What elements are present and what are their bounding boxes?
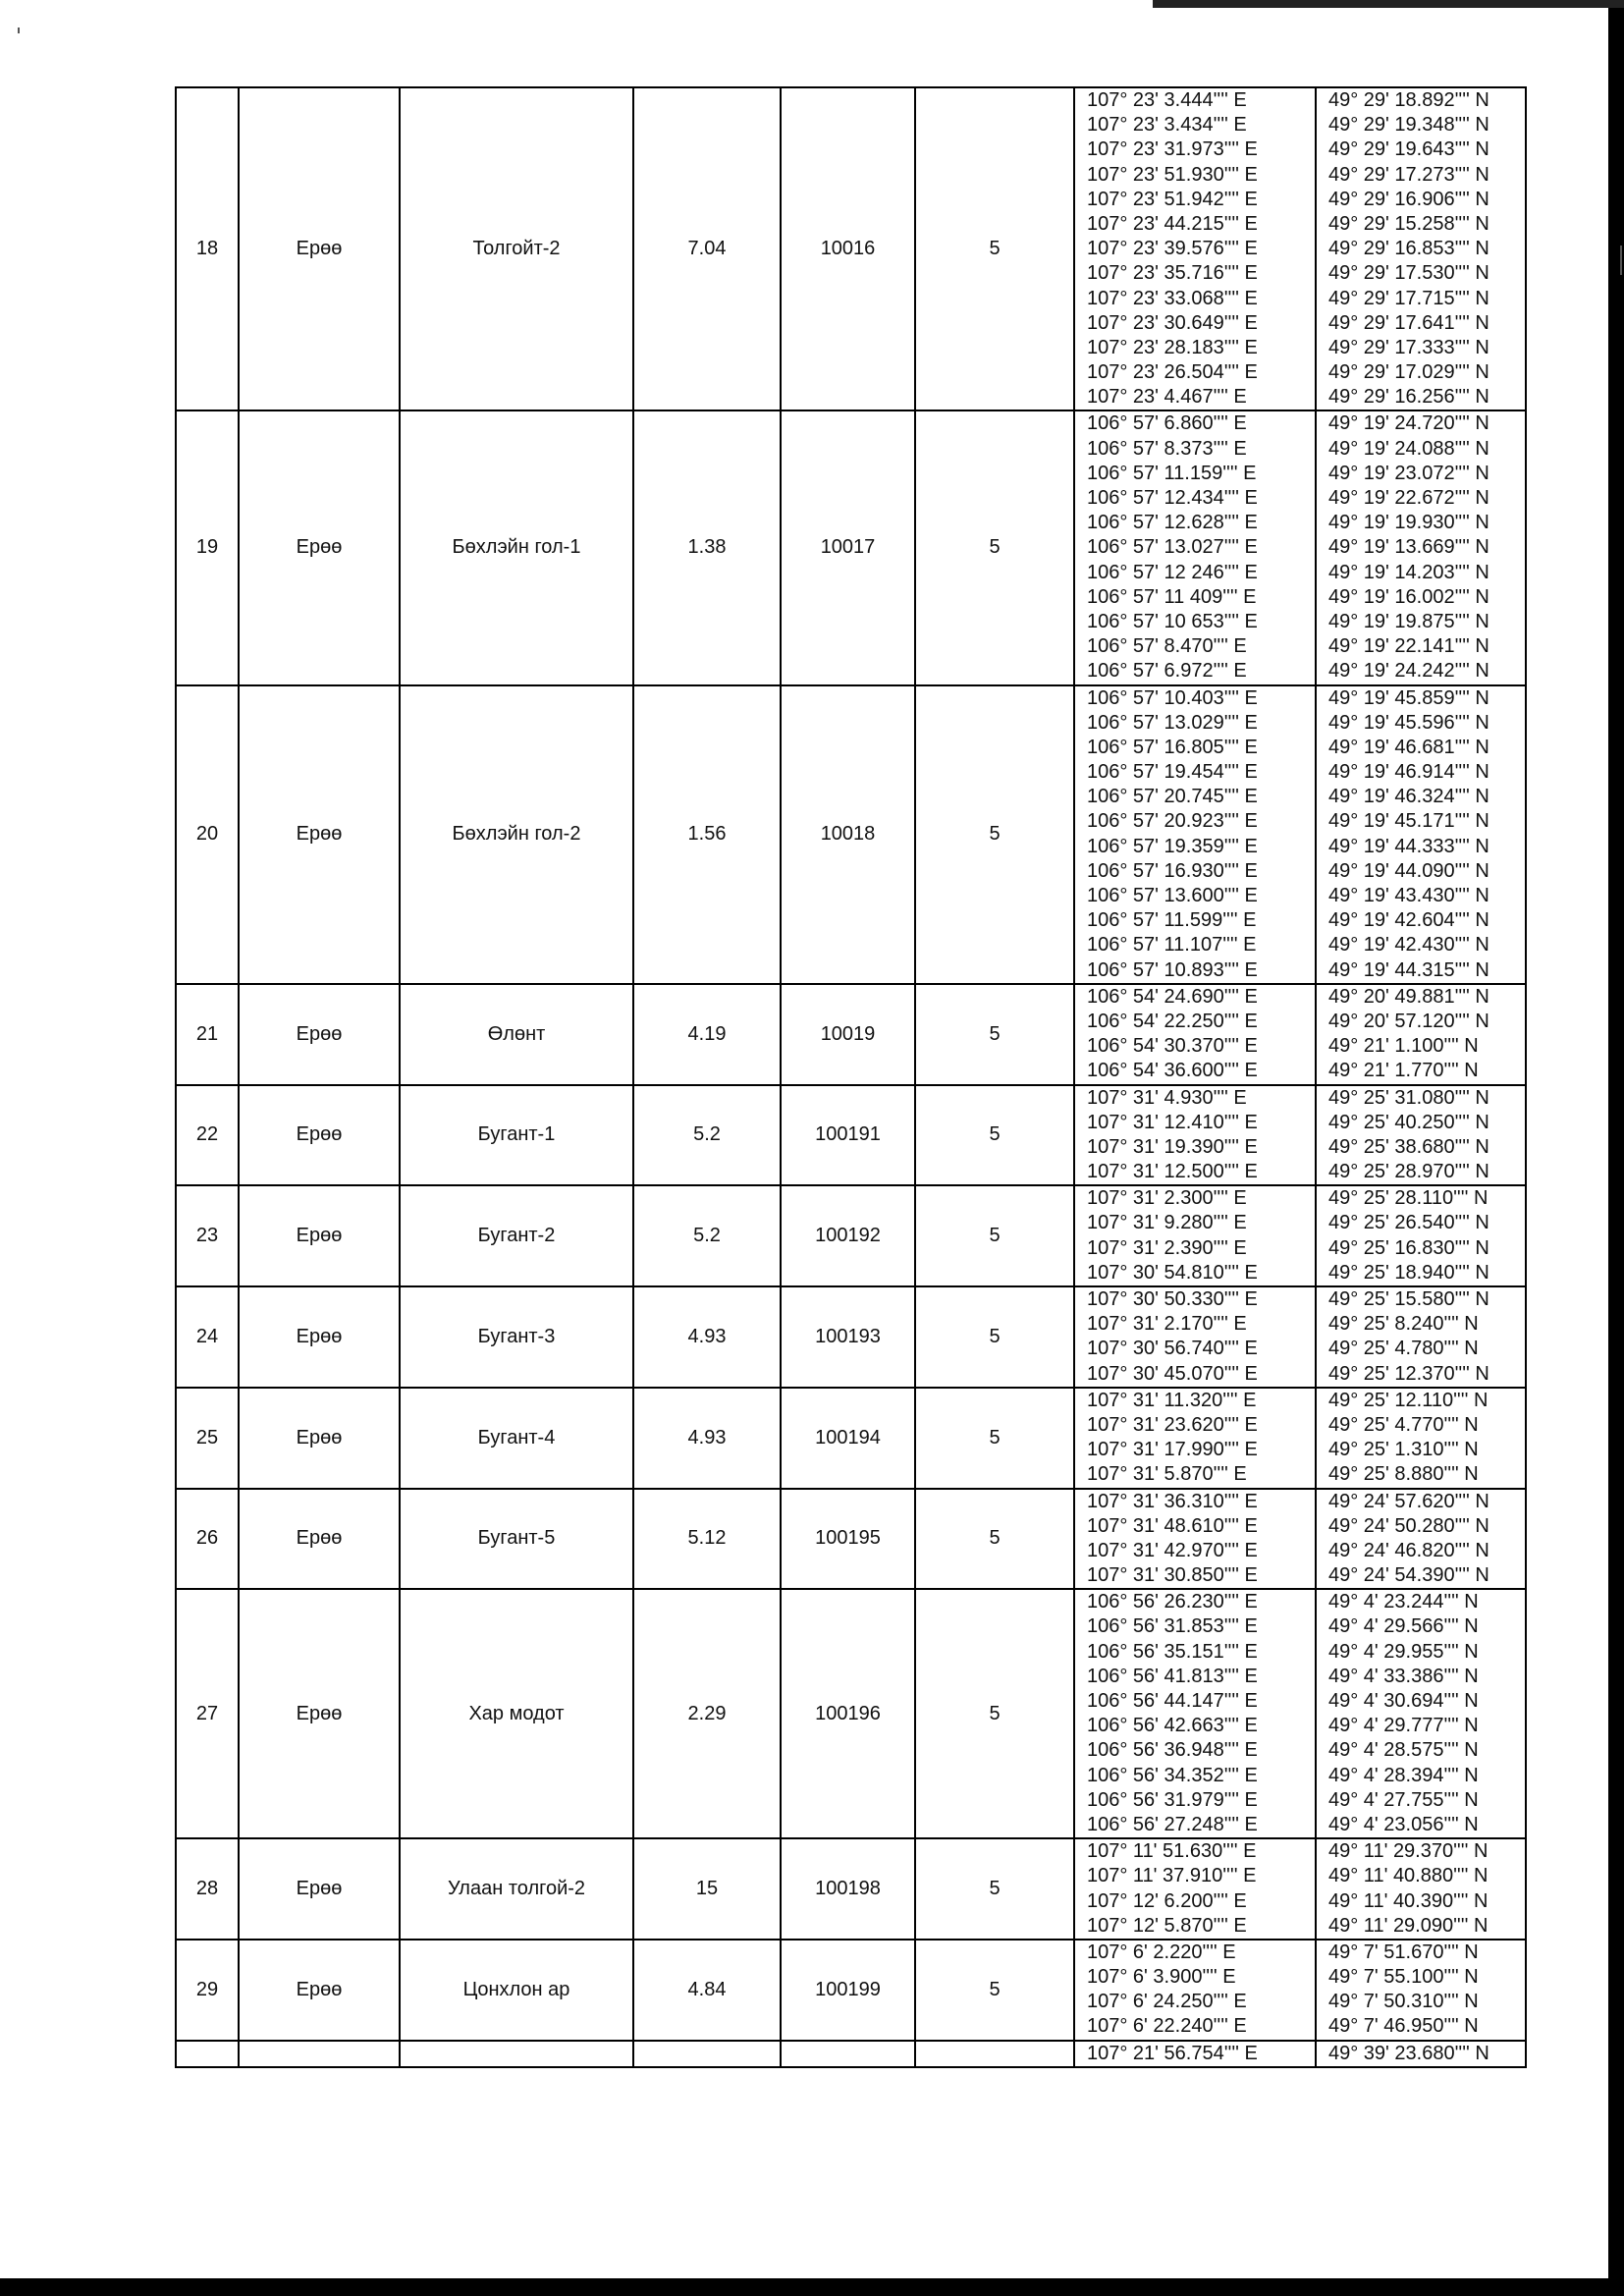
latitude-cell xyxy=(1316,1085,1526,1186)
latitude-cell xyxy=(1316,685,1526,984)
longitude-cell xyxy=(1074,984,1316,1085)
area-value-cell: 4.19 xyxy=(633,984,781,1085)
site-name-cell xyxy=(400,2041,633,2067)
latitude-value: 49° 20' 57.120'''' N xyxy=(1328,1010,1489,1032)
longitude-value: 106° 56' 26.230'''' E xyxy=(1087,1591,1258,1613)
longitude-value: 106° 57' 11 409'''' E xyxy=(1087,585,1257,608)
scan-edge-bottom xyxy=(0,2278,1624,2296)
longitude-cell xyxy=(1074,1286,1316,1388)
row-number-cell: 19 xyxy=(176,410,239,684)
scan-edge-top xyxy=(1153,0,1624,8)
area-value-cell: 15 xyxy=(633,1838,781,1940)
latitude-value: 49° 29' 17.641'''' N xyxy=(1328,311,1489,334)
longitude-value: 107° 11' 37.910'''' E xyxy=(1087,1865,1257,1887)
site-code-cell: 100194 xyxy=(781,1388,915,1489)
table-row xyxy=(176,1286,1526,1388)
row-number-cell: 23 xyxy=(176,1185,239,1286)
site-name-cell: Бөхлэйн гол-2 xyxy=(400,685,633,984)
row-number-cell: 21 xyxy=(176,984,239,1085)
latitude-value: 49° 24' 54.390'''' N xyxy=(1328,1564,1489,1587)
land-type-cell: Ерөө xyxy=(239,1286,400,1388)
longitude-value: 107° 23' 31.973'''' E xyxy=(1087,138,1258,161)
longitude-cell xyxy=(1074,685,1316,984)
class-value-cell: 5 xyxy=(915,984,1074,1085)
latitude-value: 49° 25' 40.250'''' N xyxy=(1328,1111,1489,1133)
longitude-value: 107° 31' 19.390'''' E xyxy=(1087,1135,1258,1158)
latitude-value: 49° 4' 29.566'''' N xyxy=(1328,1615,1479,1638)
latitude-value: 49° 4' 23.056'''' N xyxy=(1328,1813,1479,1835)
scan-speck xyxy=(18,27,20,33)
longitude-value: 106° 57' 11.599'''' E xyxy=(1087,909,1257,932)
site-code-cell: 100191 xyxy=(781,1085,915,1186)
class-value-cell: 5 xyxy=(915,1489,1074,1590)
class-value-cell: 5 xyxy=(915,685,1074,984)
table-row xyxy=(176,1589,1526,1838)
longitude-value: 107° 30' 45.070'''' E xyxy=(1087,1362,1258,1385)
longitude-value: 107° 6' 3.900'''' E xyxy=(1087,1966,1236,1989)
class-value-cell: 5 xyxy=(915,1388,1074,1489)
longitude-value: 107° 23' 3.444'''' E xyxy=(1087,89,1247,111)
area-value-cell: 7.04 xyxy=(633,87,781,410)
table-row xyxy=(176,984,1526,1085)
latitude-value: 49° 11' 29.370'''' N xyxy=(1328,1840,1489,1863)
longitude-value: 106° 57' 13.029'''' E xyxy=(1087,711,1258,734)
site-name-cell: Улаан толгой-2 xyxy=(400,1838,633,1940)
site-code-cell: 100196 xyxy=(781,1589,915,1838)
longitude-value: 107° 31' 48.610'''' E xyxy=(1087,1514,1258,1537)
longitude-value: 106° 57' 6.860'''' E xyxy=(1087,412,1247,435)
area-value-cell: 4.84 xyxy=(633,1940,781,2041)
latitude-value: 49° 25' 26.540'''' N xyxy=(1328,1212,1489,1234)
latitude-value: 49° 19' 23.072'''' N xyxy=(1328,462,1489,484)
longitude-cell xyxy=(1074,2041,1316,2067)
land-type-cell: Ерөө xyxy=(239,410,400,684)
latitude-value: 49° 29' 16.256'''' N xyxy=(1328,386,1489,409)
class-value-cell: 5 xyxy=(915,1838,1074,1940)
row-number-cell: 26 xyxy=(176,1489,239,1590)
table-row xyxy=(176,685,1526,984)
latitude-value: 49° 19' 46.324'''' N xyxy=(1328,786,1489,808)
longitude-value: 106° 57' 8.373'''' E xyxy=(1087,437,1247,460)
longitude-value: 106° 57' 19.359'''' E xyxy=(1087,835,1258,857)
row-number-cell: 20 xyxy=(176,685,239,984)
latitude-value: 49° 19' 46.681'''' N xyxy=(1328,736,1489,758)
latitude-value: 49° 21' 1.100'''' N xyxy=(1328,1035,1479,1058)
scan-speck xyxy=(1620,246,1622,275)
longitude-value: 107° 23' 3.434'''' E xyxy=(1087,114,1247,137)
latitude-value: 49° 11' 40.390'''' N xyxy=(1328,1889,1489,1912)
longitude-value: 106° 57' 16.805'''' E xyxy=(1087,736,1258,758)
longitude-value: 107° 6' 2.220'''' E xyxy=(1087,1941,1236,1963)
latitude-value: 49° 19' 13.669'''' N xyxy=(1328,536,1489,559)
longitude-value: 107° 31' 23.620'''' E xyxy=(1087,1413,1258,1436)
longitude-value: 106° 56' 41.813'''' E xyxy=(1087,1665,1258,1687)
longitude-value: 106° 57' 8.470'''' E xyxy=(1087,635,1247,658)
site-name-cell: Бугант-4 xyxy=(400,1388,633,1489)
site-code-cell xyxy=(781,2041,915,2067)
latitude-value: 49° 19' 22.672'''' N xyxy=(1328,487,1489,509)
scan-edge-right xyxy=(1608,0,1624,2296)
latitude-cell xyxy=(1316,1589,1526,1838)
table-row xyxy=(176,1940,1526,2041)
latitude-value: 49° 25' 15.580'''' N xyxy=(1328,1288,1489,1310)
latitude-value: 49° 25' 12.370'''' N xyxy=(1328,1362,1489,1385)
longitude-value: 107° 6' 24.250'''' E xyxy=(1087,1991,1247,2013)
site-code-cell: 100198 xyxy=(781,1838,915,1940)
longitude-value: 106° 56' 27.248'''' E xyxy=(1087,1813,1258,1835)
coordinates-table xyxy=(175,86,1527,2068)
latitude-cell xyxy=(1316,410,1526,684)
latitude-value: 49° 19' 19.875'''' N xyxy=(1328,610,1489,632)
longitude-value: 106° 57' 10.403'''' E xyxy=(1087,686,1258,709)
longitude-value: 107° 23' 44.215'''' E xyxy=(1087,212,1258,235)
table-body xyxy=(176,87,1526,2067)
land-type-cell: Ерөө xyxy=(239,1940,400,2041)
longitude-value: 106° 57' 20.923'''' E xyxy=(1087,810,1258,833)
site-code-cell: 10017 xyxy=(781,410,915,684)
latitude-value: 49° 25' 18.940'''' N xyxy=(1328,1261,1489,1284)
site-name-cell: Бугант-2 xyxy=(400,1185,633,1286)
class-value-cell: 5 xyxy=(915,410,1074,684)
longitude-cell xyxy=(1074,1589,1316,1838)
longitude-value: 107° 31' 42.970'''' E xyxy=(1087,1539,1258,1561)
latitude-value: 49° 19' 44.090'''' N xyxy=(1328,859,1489,882)
latitude-value: 49° 29' 18.892'''' N xyxy=(1328,89,1489,111)
site-code-cell: 10016 xyxy=(781,87,915,410)
latitude-value: 49° 29' 19.348'''' N xyxy=(1328,114,1489,137)
land-type-cell: Ерөө xyxy=(239,984,400,1085)
class-value-cell xyxy=(915,2041,1074,2067)
longitude-value: 107° 21' 56.754'''' E xyxy=(1087,2042,1258,2064)
longitude-value: 107° 23' 51.942'''' E xyxy=(1087,188,1258,210)
table-row xyxy=(176,1185,1526,1286)
area-value-cell: 4.93 xyxy=(633,1286,781,1388)
site-name-cell: Бугант-5 xyxy=(400,1489,633,1590)
longitude-value: 107° 23' 51.930'''' E xyxy=(1087,163,1258,186)
latitude-value: 49° 24' 50.280'''' N xyxy=(1328,1514,1489,1537)
latitude-value: 49° 25' 1.310'''' N xyxy=(1328,1439,1479,1461)
latitude-value: 49° 25' 16.830'''' N xyxy=(1328,1236,1489,1259)
longitude-value: 106° 56' 31.979'''' E xyxy=(1087,1788,1258,1811)
site-name-cell: Бөхлэйн гол-1 xyxy=(400,410,633,684)
longitude-value: 106° 56' 35.151'''' E xyxy=(1087,1640,1258,1663)
latitude-value: 49° 25' 38.680'''' N xyxy=(1328,1135,1489,1158)
row-number-cell: 27 xyxy=(176,1589,239,1838)
land-type-cell: Ерөө xyxy=(239,685,400,984)
longitude-value: 107° 31' 2.390'''' E xyxy=(1087,1236,1247,1259)
area-value-cell xyxy=(633,2041,781,2067)
longitude-value: 107° 23' 30.649'''' E xyxy=(1087,311,1258,334)
latitude-value: 49° 19' 24.088'''' N xyxy=(1328,437,1489,460)
longitude-value: 107° 31' 30.850'''' E xyxy=(1087,1564,1258,1587)
longitude-value: 106° 57' 13.600'''' E xyxy=(1087,885,1258,906)
latitude-value: 49° 29' 17.029'''' N xyxy=(1328,361,1489,384)
latitude-value: 49° 11' 40.880'''' N xyxy=(1328,1865,1489,1887)
longitude-value: 107° 30' 56.740'''' E xyxy=(1087,1338,1258,1360)
site-code-cell: 100192 xyxy=(781,1185,915,1286)
latitude-value: 49° 19' 42.604'''' N xyxy=(1328,909,1489,932)
site-code-cell: 10018 xyxy=(781,685,915,984)
area-value-cell: 1.56 xyxy=(633,685,781,984)
site-code-cell: 100195 xyxy=(781,1489,915,1590)
longitude-value: 106° 54' 24.690'''' E xyxy=(1087,985,1258,1008)
longitude-value: 107° 11' 51.630'''' E xyxy=(1087,1840,1257,1863)
longitude-value: 107° 31' 12.410'''' E xyxy=(1087,1111,1258,1133)
longitude-value: 107° 23' 33.068'''' E xyxy=(1087,287,1258,309)
latitude-value: 49° 7' 51.670'''' N xyxy=(1328,1941,1479,1963)
latitude-value: 49° 25' 4.770'''' N xyxy=(1328,1413,1479,1436)
site-name-cell: Хар модот xyxy=(400,1589,633,1838)
longitude-value: 106° 57' 12.434'''' E xyxy=(1087,487,1258,509)
latitude-value: 49° 19' 24.242'''' N xyxy=(1328,660,1489,683)
longitude-value: 107° 31' 11.320'''' E xyxy=(1087,1389,1257,1411)
table-row xyxy=(176,2041,1526,2067)
longitude-cell xyxy=(1074,1085,1316,1186)
latitude-value: 49° 25' 8.880'''' N xyxy=(1328,1463,1479,1486)
longitude-value: 107° 31' 17.990'''' E xyxy=(1087,1439,1258,1461)
row-number-cell: 24 xyxy=(176,1286,239,1388)
land-type-cell: Ерөө xyxy=(239,1085,400,1186)
class-value-cell: 5 xyxy=(915,87,1074,410)
latitude-value: 49° 19' 44.315'''' N xyxy=(1328,958,1489,981)
longitude-cell xyxy=(1074,1838,1316,1940)
table-row xyxy=(176,87,1526,410)
longitude-value: 107° 31' 2.170'''' E xyxy=(1087,1313,1247,1336)
latitude-value: 49° 29' 17.530'''' N xyxy=(1328,262,1489,285)
row-number-cell: 25 xyxy=(176,1388,239,1489)
area-value-cell: 1.38 xyxy=(633,410,781,684)
land-type-cell: Ерөө xyxy=(239,1388,400,1489)
land-type-cell: Ерөө xyxy=(239,1489,400,1590)
latitude-value: 49° 29' 17.715'''' N xyxy=(1328,287,1489,309)
latitude-value: 49° 25' 12.110'''' N xyxy=(1328,1389,1489,1411)
latitude-value: 49° 25' 28.110'''' N xyxy=(1328,1187,1489,1210)
longitude-value: 106° 57' 16.930'''' E xyxy=(1087,859,1258,882)
latitude-value: 49° 39' 23.680'''' N xyxy=(1328,2042,1489,2064)
longitude-value: 107° 23' 4.467'''' E xyxy=(1087,386,1247,409)
longitude-value: 106° 57' 20.745'''' E xyxy=(1087,786,1258,808)
longitude-value: 106° 56' 31.853'''' E xyxy=(1087,1615,1258,1638)
latitude-cell xyxy=(1316,2041,1526,2067)
class-value-cell: 5 xyxy=(915,1185,1074,1286)
longitude-value: 107° 6' 22.240'''' E xyxy=(1087,2015,1247,2038)
latitude-value: 49° 19' 44.333'''' N xyxy=(1328,835,1489,857)
latitude-value: 49° 19' 22.141'''' N xyxy=(1328,635,1489,658)
latitude-value: 49° 19' 14.203'''' N xyxy=(1328,561,1489,583)
latitude-value: 49° 19' 16.002'''' N xyxy=(1328,585,1489,608)
longitude-value: 106° 54' 30.370'''' E xyxy=(1087,1035,1258,1058)
longitude-value: 106° 57' 10.893'''' E xyxy=(1087,958,1258,981)
land-type-cell: Ерөө xyxy=(239,1838,400,1940)
latitude-cell xyxy=(1316,1185,1526,1286)
longitude-value: 106° 56' 42.663'''' E xyxy=(1087,1715,1258,1737)
latitude-value: 49° 4' 29.777'''' N xyxy=(1328,1715,1479,1737)
longitude-value: 107° 12' 6.200'''' E xyxy=(1087,1889,1247,1912)
latitude-value: 49° 29' 17.273'''' N xyxy=(1328,163,1489,186)
longitude-value: 106° 57' 11.159'''' E xyxy=(1087,462,1257,484)
longitude-value: 107° 31' 2.300'''' E xyxy=(1087,1187,1247,1210)
longitude-value: 106° 57' 13.027'''' E xyxy=(1087,536,1258,559)
longitude-value: 106° 57' 6.972'''' E xyxy=(1087,660,1247,683)
longitude-value: 106° 56' 34.352'''' E xyxy=(1087,1764,1258,1786)
latitude-value: 49° 24' 46.820'''' N xyxy=(1328,1539,1489,1561)
row-number-cell: 18 xyxy=(176,87,239,410)
table-row xyxy=(176,1085,1526,1186)
latitude-value: 49° 25' 31.080'''' N xyxy=(1328,1086,1489,1109)
latitude-value: 49° 11' 29.090'''' N xyxy=(1328,1914,1489,1937)
class-value-cell: 5 xyxy=(915,1085,1074,1186)
latitude-value: 49° 4' 28.394'''' N xyxy=(1328,1764,1479,1786)
site-code-cell: 100199 xyxy=(781,1940,915,2041)
latitude-cell xyxy=(1316,1940,1526,2041)
land-type-cell: Ерөө xyxy=(239,1185,400,1286)
site-name-cell: Өлөнт xyxy=(400,984,633,1085)
longitude-value: 106° 54' 36.600'''' E xyxy=(1087,1060,1258,1082)
site-name-cell: Бугант-1 xyxy=(400,1085,633,1186)
longitude-cell xyxy=(1074,1388,1316,1489)
table-row xyxy=(176,1388,1526,1489)
latitude-value: 49° 29' 15.258'''' N xyxy=(1328,212,1489,235)
latitude-value: 49° 19' 46.914'''' N xyxy=(1328,761,1489,784)
latitude-value: 49° 29' 19.643'''' N xyxy=(1328,138,1489,161)
area-value-cell: 4.93 xyxy=(633,1388,781,1489)
class-value-cell: 5 xyxy=(915,1286,1074,1388)
longitude-value: 107° 23' 26.504'''' E xyxy=(1087,361,1258,384)
latitude-value: 49° 19' 42.430'''' N xyxy=(1328,934,1489,957)
latitude-value: 49° 25' 8.240'''' N xyxy=(1328,1313,1479,1336)
site-code-cell: 100193 xyxy=(781,1286,915,1388)
latitude-value: 49° 19' 45.859'''' N xyxy=(1328,686,1489,709)
latitude-value: 49° 29' 17.333'''' N xyxy=(1328,336,1489,358)
latitude-value: 49° 19' 43.430'''' N xyxy=(1328,885,1489,906)
longitude-cell xyxy=(1074,87,1316,410)
site-name-cell: Бугант-3 xyxy=(400,1286,633,1388)
longitude-value: 107° 31' 9.280'''' E xyxy=(1087,1212,1247,1234)
longitude-cell xyxy=(1074,410,1316,684)
longitude-value: 106° 57' 11.107'''' E xyxy=(1087,934,1257,957)
land-type-cell xyxy=(239,2041,400,2067)
latitude-value: 49° 29' 16.906'''' N xyxy=(1328,188,1489,210)
land-type-cell: Ерөө xyxy=(239,1589,400,1838)
longitude-value: 107° 23' 35.716'''' E xyxy=(1087,262,1258,285)
longitude-value: 106° 56' 36.948'''' E xyxy=(1087,1739,1258,1762)
longitude-value: 107° 31' 5.870'''' E xyxy=(1087,1463,1247,1486)
longitude-value: 107° 31' 4.930'''' E xyxy=(1087,1086,1247,1109)
longitude-cell xyxy=(1074,1185,1316,1286)
latitude-value: 49° 25' 4.780'''' N xyxy=(1328,1338,1479,1360)
longitude-value: 106° 56' 44.147'''' E xyxy=(1087,1690,1258,1712)
longitude-value: 107° 23' 28.183'''' E xyxy=(1087,336,1258,358)
latitude-value: 49° 7' 55.100'''' N xyxy=(1328,1966,1479,1989)
site-name-cell: Цонхлон ар xyxy=(400,1940,633,2041)
latitude-value: 49° 24' 57.620'''' N xyxy=(1328,1490,1489,1512)
table-row xyxy=(176,410,1526,684)
longitude-cell xyxy=(1074,1940,1316,2041)
row-number-cell xyxy=(176,2041,239,2067)
latitude-value: 49° 19' 45.596'''' N xyxy=(1328,711,1489,734)
longitude-value: 107° 12' 5.870'''' E xyxy=(1087,1914,1247,1937)
latitude-value: 49° 21' 1.770'''' N xyxy=(1328,1060,1479,1082)
latitude-cell xyxy=(1316,1388,1526,1489)
longitude-value: 106° 57' 12.628'''' E xyxy=(1087,512,1258,534)
longitude-value: 107° 23' 39.576'''' E xyxy=(1087,238,1258,260)
latitude-value: 49° 7' 50.310'''' N xyxy=(1328,1991,1479,2013)
site-name-cell: Толгойт-2 xyxy=(400,87,633,410)
area-value-cell: 5.12 xyxy=(633,1489,781,1590)
land-type-cell: Ерөө xyxy=(239,87,400,410)
row-number-cell: 22 xyxy=(176,1085,239,1186)
longitude-value: 107° 30' 54.810'''' E xyxy=(1087,1261,1258,1284)
latitude-value: 49° 4' 28.575'''' N xyxy=(1328,1739,1479,1762)
area-value-cell: 2.29 xyxy=(633,1589,781,1838)
site-code-cell: 10019 xyxy=(781,984,915,1085)
latitude-value: 49° 4' 27.755'''' N xyxy=(1328,1788,1479,1811)
latitude-value: 49° 19' 19.930'''' N xyxy=(1328,512,1489,534)
latitude-value: 49° 4' 29.955'''' N xyxy=(1328,1640,1479,1663)
longitude-value: 106° 57' 10 653'''' E xyxy=(1087,610,1258,632)
latitude-cell xyxy=(1316,984,1526,1085)
area-value-cell: 5.2 xyxy=(633,1085,781,1186)
latitude-cell xyxy=(1316,87,1526,410)
row-number-cell: 28 xyxy=(176,1838,239,1940)
longitude-value: 107° 31' 36.310'''' E xyxy=(1087,1490,1258,1512)
longitude-value: 106° 54' 22.250'''' E xyxy=(1087,1010,1258,1032)
longitude-value: 107° 30' 50.330'''' E xyxy=(1087,1288,1258,1310)
longitude-cell xyxy=(1074,1489,1316,1590)
longitude-value: 106° 57' 19.454'''' E xyxy=(1087,761,1258,784)
row-number-cell: 29 xyxy=(176,1940,239,2041)
latitude-value: 49° 4' 30.694'''' N xyxy=(1328,1690,1479,1712)
latitude-value: 49° 25' 28.970'''' N xyxy=(1328,1161,1489,1183)
longitude-value: 107° 31' 12.500'''' E xyxy=(1087,1161,1258,1183)
class-value-cell: 5 xyxy=(915,1940,1074,2041)
latitude-cell xyxy=(1316,1286,1526,1388)
latitude-value: 49° 4' 23.244'''' N xyxy=(1328,1591,1479,1613)
latitude-value: 49° 19' 24.720'''' N xyxy=(1328,412,1489,435)
latitude-cell xyxy=(1316,1838,1526,1940)
latitude-value: 49° 29' 16.853'''' N xyxy=(1328,238,1489,260)
latitude-value: 49° 4' 33.386'''' N xyxy=(1328,1665,1479,1687)
table-row xyxy=(176,1838,1526,1940)
area-value-cell: 5.2 xyxy=(633,1185,781,1286)
class-value-cell: 5 xyxy=(915,1589,1074,1838)
latitude-value: 49° 20' 49.881'''' N xyxy=(1328,985,1489,1008)
latitude-value: 49° 7' 46.950'''' N xyxy=(1328,2015,1479,2038)
latitude-value: 49° 19' 45.171'''' N xyxy=(1328,810,1489,833)
table-row xyxy=(176,1489,1526,1590)
longitude-value: 106° 57' 12 246'''' E xyxy=(1087,561,1258,583)
latitude-cell xyxy=(1316,1489,1526,1590)
